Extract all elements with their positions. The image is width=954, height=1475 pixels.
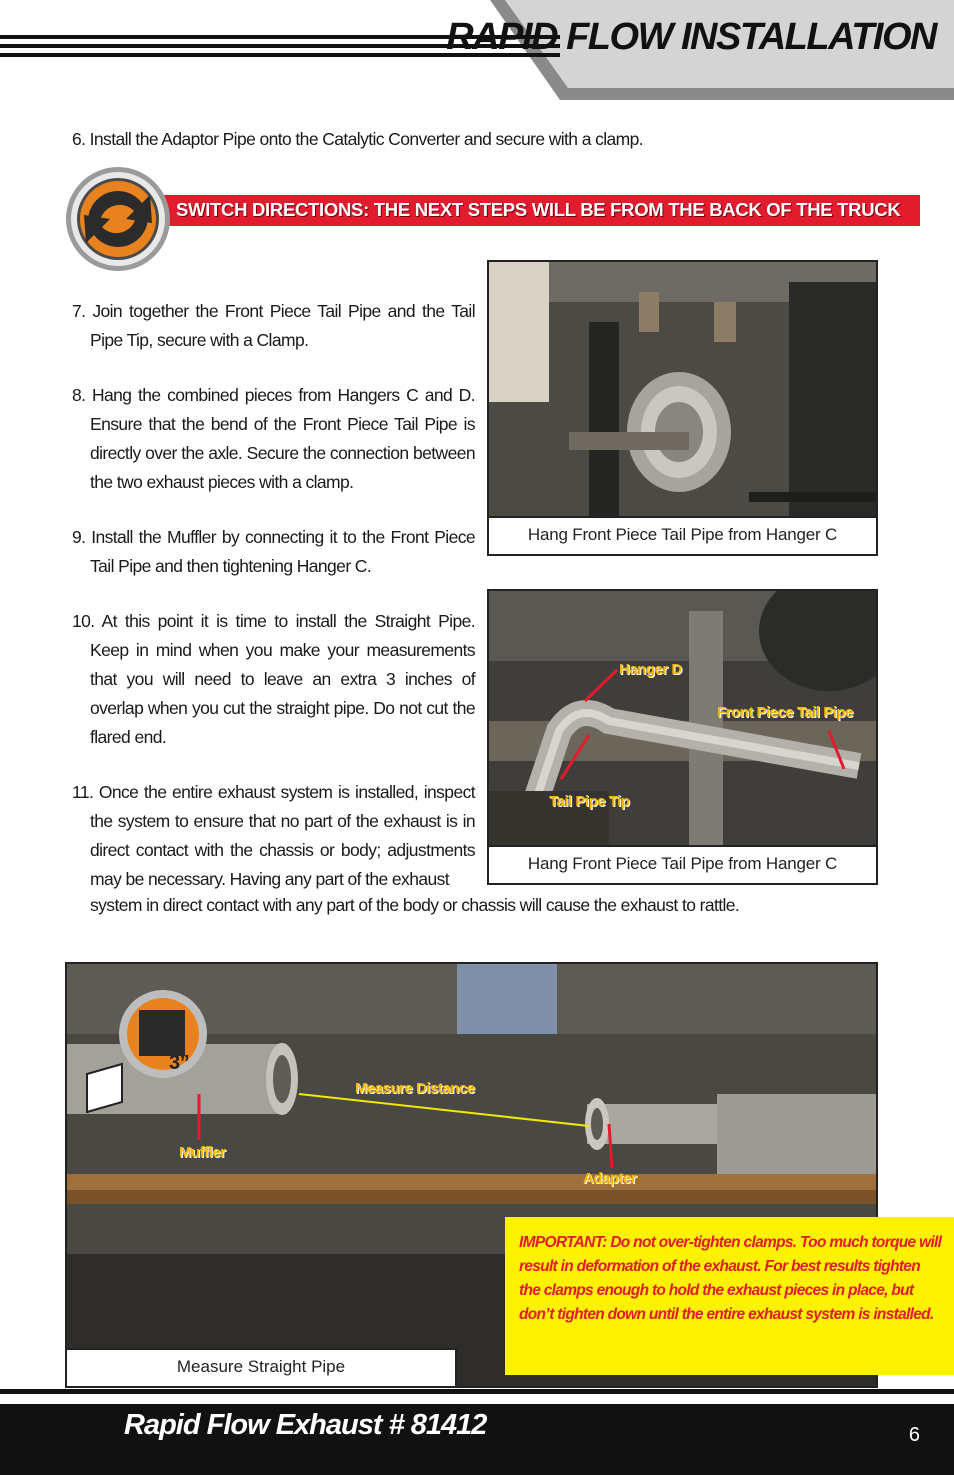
label-hanger-d: Hanger D — [619, 661, 682, 678]
footer-title: Rapid Flow Exhaust # 81412 — [124, 1409, 487, 1441]
step-7: 7. Join together the Front Piece Tail Pipe and the Tail Pipe Tip, secure with a Clamp. — [72, 301, 475, 350]
page-number: 6 — [908, 1424, 920, 1446]
page-title: RAPID FLOW INSTALLATION — [446, 16, 936, 58]
photo-hanger-d-image — [489, 591, 878, 885]
label-tail-pipe-tip: Tail Pipe Tip — [549, 793, 630, 810]
steps-column — [72, 297, 475, 894]
label-muffler: Muffler — [179, 1144, 226, 1161]
label-front-piece-tail-pipe: Front Piece Tail Pipe — [717, 704, 853, 721]
step-11-continued: system in direct contact with any part of the body or chassis will cause the exhaust to rattle. — [90, 895, 740, 915]
photo-hanger-d — [487, 589, 878, 885]
step-9: 9. Install the Muffler by connecting it to the Front Piece Tail Pipe and then tightening Hanger C. — [72, 527, 475, 576]
photo-hanger-c-image — [489, 262, 878, 556]
step-8: 8. Hang the combined pieces from Hangers C and D. Ensure that the bend of the Front Piece Tail Pipe is directly over the axle. Secure the connection between the two exhaust pieces with a clamp. — [72, 385, 475, 492]
switch-directions-icon — [64, 165, 172, 273]
photo-measure-caption: Measure Straight Pipe — [67, 1348, 457, 1386]
footer-rule — [0, 1389, 954, 1394]
step-6: 6. Install the Adaptor Pipe onto the Catalytic Converter and secure with a clamp. — [72, 129, 644, 149]
step-11: 11. Once the entire exhaust system is installed, inspect the system to ensure that no part of the exhaust is in direct contact with the chassis or body; adjustments may be necessary. Having any part of the exhaust — [72, 782, 475, 889]
banner-text: SWITCH DIRECTIONS: THE NEXT STEPS WILL BE FROM THE BACK OF THE TRUCK — [176, 199, 901, 220]
important-note-box — [505, 1217, 954, 1375]
switch-directions-banner — [140, 195, 920, 226]
photo-hanger-d-caption: Hang Front Piece Tail Pipe from Hanger C — [489, 845, 876, 883]
photo-hanger-c — [487, 260, 878, 556]
photo-hanger-c-caption: Hang Front Piece Tail Pipe from Hanger C — [489, 516, 876, 554]
step-10: 10. At this point it is time to install the Straight Pipe. Keep in mind when you make your measurements that you will need to leave an extra 3 inches of overlap when you cut the straight pipe. Do not cut the flared end. — [72, 611, 475, 747]
label-measure-distance: Measure Distance — [355, 1080, 475, 1097]
label-tape-3in: 3” — [169, 1052, 190, 1074]
footer-bar — [0, 1404, 954, 1475]
important-note-text: IMPORTANT: Do not over-tighten clamps. Too much torque will result in deformation of the exhaust. For best results tighten the clamps enough to hold the exhaust pieces in place, but don’t tighten down until the entire exhaust system is installed. — [519, 1234, 942, 1323]
label-adapter: Adapter — [583, 1170, 637, 1187]
